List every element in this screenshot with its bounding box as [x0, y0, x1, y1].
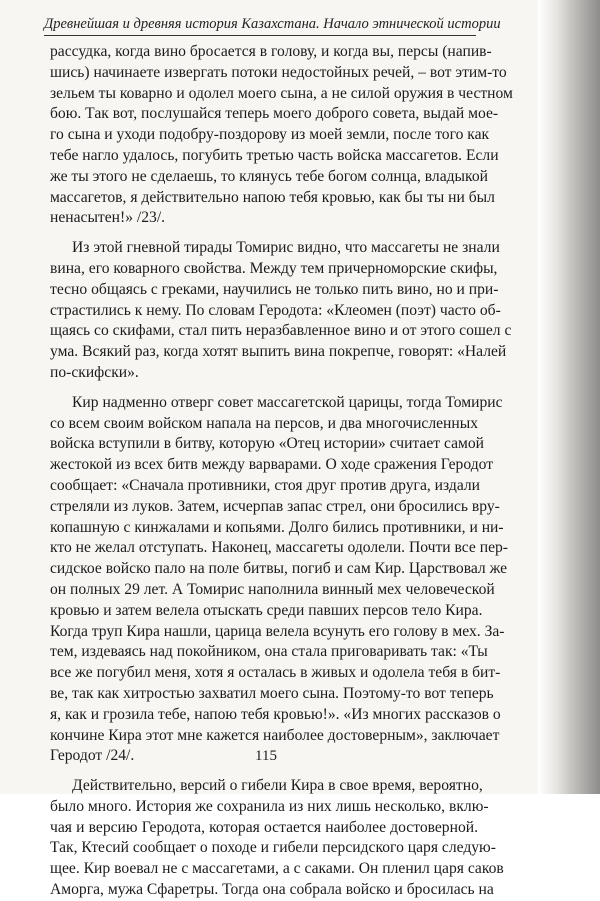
- text-line: Геродот /24/.: [50, 747, 135, 765]
- text-line: страстились к нему. По словам Геродота: «Клеомен (поэт) часто об-: [50, 301, 501, 319]
- text-line: он полных 29 лет. А Томирис наполнила винный мех человеческой: [50, 580, 495, 598]
- text-line: стреляли из луков. Затем, исчерпав запас стрел, они бросились вру-: [50, 497, 500, 515]
- text-line: Из этой гневной тирады Томирис видно, что массагеты не знали: [72, 239, 500, 257]
- text-line: шись) начинаете извергать потоки недостойных речей, – вот этим-то: [50, 63, 507, 81]
- text-line: кто не желал отступать. Наконец, массагеты одолели. Почти все пер-: [50, 539, 508, 557]
- text-line: Когда труп Кира нашли, царица велела всунуть его голову в мех. За-: [50, 622, 505, 640]
- paragraph: [50, 238, 512, 384]
- text-line: щее. Кир воевал не с массагетами, а с саками. Он пленил царя саков: [50, 860, 504, 878]
- paragraph: [50, 42, 513, 229]
- paragraph-gap: [50, 229, 478, 238]
- paragraph: [50, 393, 508, 767]
- page-gutter-shadow: [538, 0, 600, 794]
- body-text: [50, 42, 513, 901]
- text-line: щаясь со скифами, стал пить неразбавленное вино и от этого сошел с: [50, 322, 512, 340]
- text-line: по-скифски».: [50, 363, 139, 381]
- paragraph: [50, 776, 504, 901]
- text-line: тем, издеваясь над покойником, она стала приговаривать так: «Ты: [50, 643, 488, 661]
- text-line: сидское войско пало на поле битвы, погиб и сам Кир. Царствовал же: [50, 560, 508, 578]
- text-line: было много. История же сохранила из них лишь несколько, вклю-: [50, 797, 489, 815]
- text-line: зельем ты коварно и одолел моего сына, а не силой оружия в честном: [50, 84, 513, 102]
- text-line: Так, Ктесий сообщает о походе и гибели персидского царя следую-: [50, 839, 496, 857]
- text-line: бою. Так вот, послушайся теперь моего доброго совета, выдай мое-: [50, 105, 499, 123]
- paragraph-gap: [50, 767, 478, 776]
- text-line: войска вступили в битву, которую «Отец истории» считает самой: [50, 435, 485, 453]
- text-line: ве, так как хитростью захватил моего сына. Поэтому-то вот теперь: [50, 684, 494, 702]
- text-line: все же погубил меня, хотя я осталась в живых и одолела тебя в бит-: [50, 664, 501, 682]
- text-line: копашную с кинжалами и копьями. Долго бились противники, и ни-: [50, 518, 504, 536]
- page-number: 115: [255, 748, 277, 764]
- text-line: Аморга, мужа Сфаретры. Тогда она собрала войско и бросилась на: [50, 881, 494, 899]
- paragraph-gap: [50, 384, 478, 393]
- text-line: чая и версию Геродота, которая остается наиболее достоверной.: [50, 818, 478, 836]
- text-line: ума. Всякий раз, когда хотят выпить вина покрепче, говорят: «Налей: [50, 343, 507, 361]
- text-line: сообщает: «Сначала противники, стоя друг против друга, издали: [50, 476, 480, 494]
- text-line: го сына и уходи подобру-поздорову из моей земли, после того как: [50, 126, 490, 144]
- text-line: вина, его коварного свойства. Между тем причерноморские скифы,: [50, 259, 498, 277]
- text-line: массагетов, я действительно напою тебя кровью, как бы ты ни был: [50, 188, 495, 206]
- text-line: кровью и затем велела отыскать среди павших персов тело Кира.: [50, 601, 483, 619]
- text-line: же ты этого не сделаешь, то клянусь тебе богом солнца, владыкой: [50, 167, 488, 185]
- running-header: Древнейшая и древняя история Казахстана. Начало этнической истории: [44, 16, 476, 36]
- text-line: со всем своим войском напала на персов, и два многочисленных: [50, 414, 478, 432]
- text-line: Кир надменно отверг совет массагетской царицы, тогда Томирис: [72, 393, 503, 411]
- text-line: тесно общаясь с греками, научились не только пить вино, но и при-: [50, 280, 499, 298]
- text-line: рассудка, когда вино бросается в голову, и когда вы, персы (напив-: [50, 43, 492, 60]
- text-line: тебе нагло удалось, погубить третью часть войска массагетов. Если: [50, 146, 499, 164]
- text-line: Действительно, версий о гибели Кира в свое время, вероятно,: [72, 777, 483, 795]
- text-line: кончине Кира этот мне кажется наиболее достоверным», заключает: [50, 726, 500, 744]
- text-line: я, как и грозила тебе, напою тебя кровью!». «Из многих рассказов о: [50, 705, 501, 723]
- text-line: жестокой из всех битв между варварами. О ходе сражения Геродот: [50, 456, 494, 474]
- text-line: ненасытен!» /23/.: [50, 209, 166, 227]
